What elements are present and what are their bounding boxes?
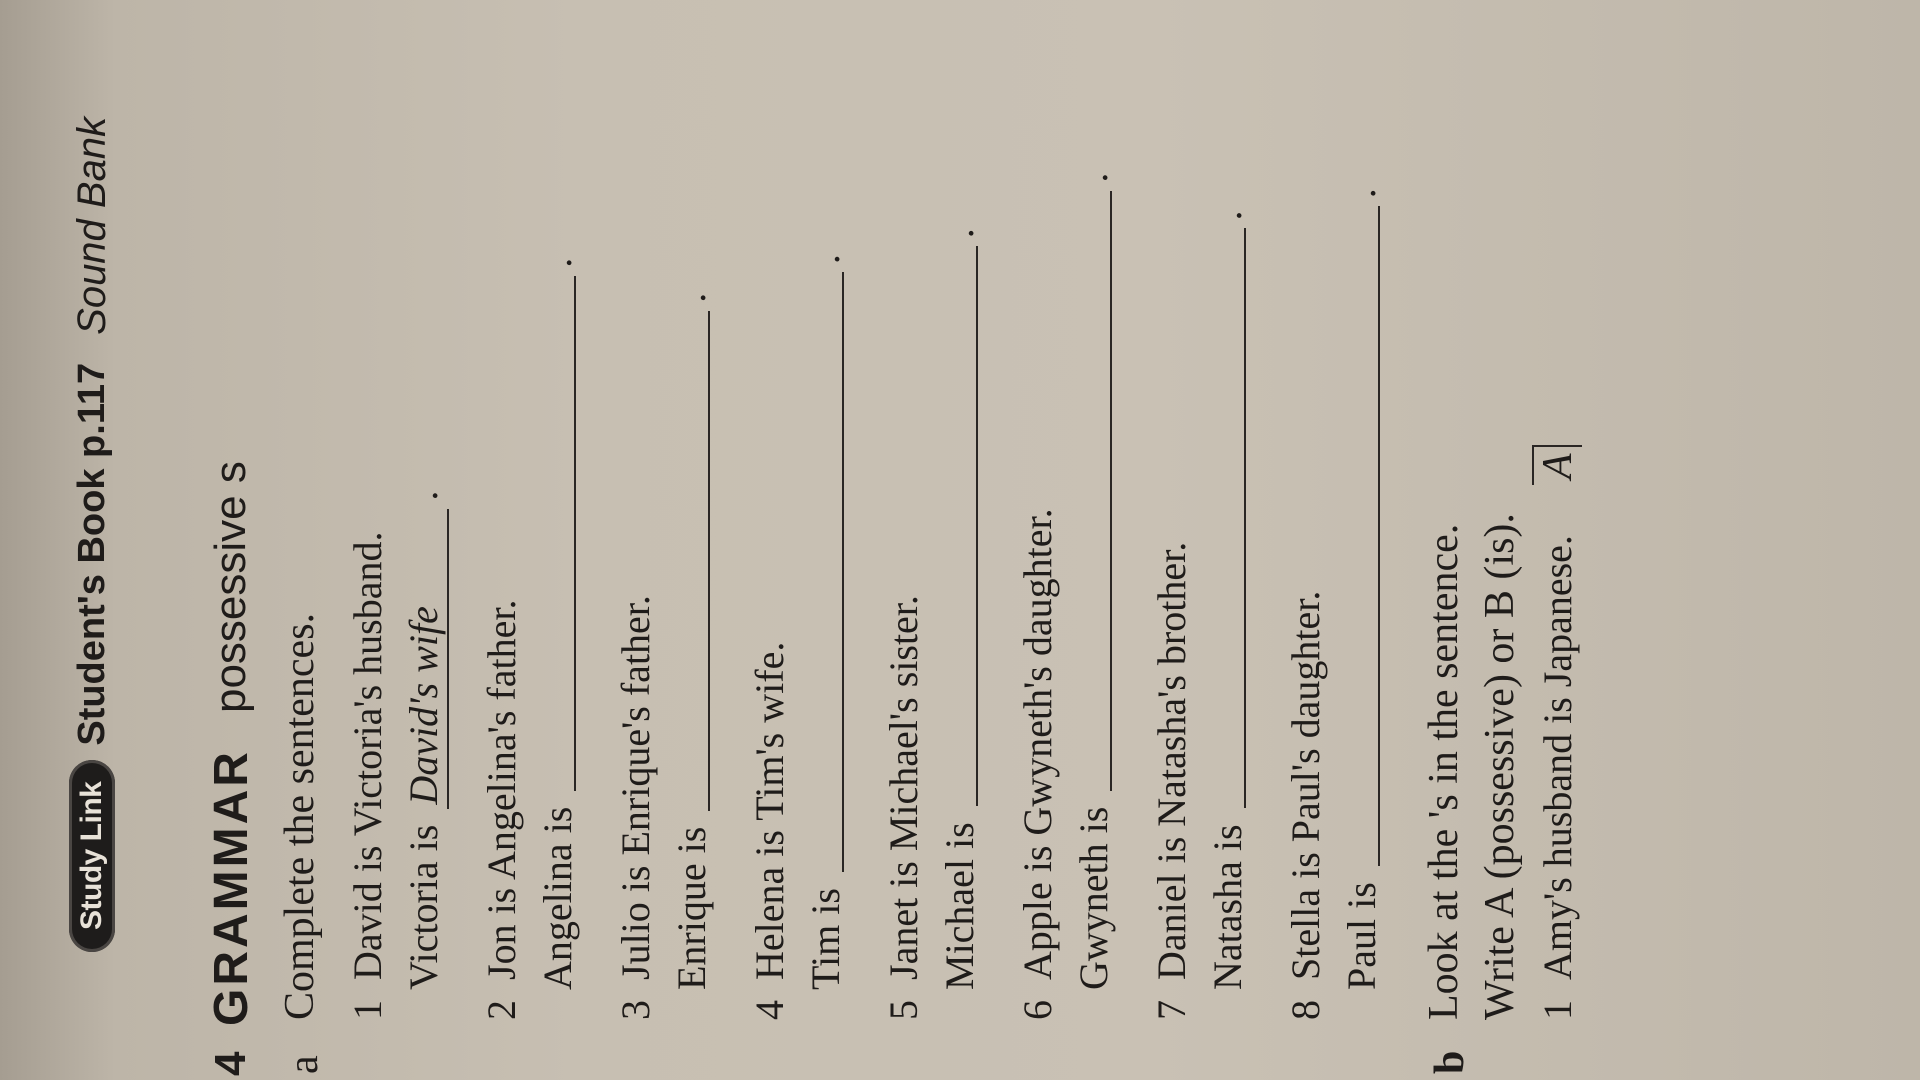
- item-prompt: Tim is: [803, 888, 848, 990]
- item-statement: Stella is Paul's daughter.: [1283, 590, 1328, 980]
- sound-bank-label: Sound Bank: [69, 116, 114, 335]
- part-a-instruction: Complete the sentences.: [277, 612, 323, 1020]
- section-heading: [200, 461, 262, 1076]
- item-prompt: Paul is: [1339, 882, 1384, 990]
- item-prompt: Angelina is: [535, 806, 580, 990]
- item-statement: Julio is Enrique's father.: [613, 595, 658, 980]
- part-b-instruction-2: Write A (possessive) or B (is).: [1477, 513, 1523, 1020]
- list-item-statement: [1014, 508, 1061, 1020]
- filled-answer: [1339, 858, 1384, 866]
- list-item-answer-line: Natasha is .: [1205, 210, 1250, 990]
- item-number: 1: [1535, 1000, 1580, 1020]
- filled-answer: [1071, 783, 1116, 791]
- item-statement: Daniel is Natasha's brother.: [1149, 541, 1194, 980]
- part-a-letter: a: [281, 1055, 327, 1074]
- list-item-answer-line: Victoria is David's wife.: [400, 491, 449, 990]
- item-statement: Jon is Angelina's father.: [479, 599, 524, 980]
- item-number: 5: [881, 1000, 926, 1020]
- item-number: 8: [1283, 1000, 1328, 1020]
- answer-blank[interactable]: [1070, 191, 1112, 791]
- list-item-statement: [1148, 542, 1195, 1020]
- list-item-answer-line: Paul is .: [1339, 188, 1384, 990]
- answer-blank[interactable]: [400, 509, 449, 809]
- list-item-answer-line: Tim is .: [803, 254, 848, 990]
- section-title: GRAMMAR: [204, 749, 258, 1026]
- filled-answer: [937, 798, 982, 806]
- students-book-reference: Student's Book p.117: [70, 362, 113, 746]
- list-item-statement: [344, 532, 391, 1020]
- item-statement: Amy's husband is Japanese.: [1535, 535, 1580, 980]
- item-number: 7: [1149, 1000, 1194, 1020]
- filled-answer: [803, 864, 848, 872]
- item-statement: Apple is Gwyneth's daughter.: [1015, 508, 1060, 980]
- item-number: 4: [747, 1000, 792, 1020]
- list-item-statement: [880, 595, 927, 1020]
- part-b-letter: b: [1427, 1050, 1473, 1074]
- answer-blank[interactable]: [534, 276, 576, 791]
- list-item-statement: [478, 600, 525, 1021]
- part-b-instruction-1: Look at the 's in the sentence.: [1421, 523, 1467, 1020]
- item-number: 3: [613, 1000, 658, 1020]
- filled-answer: [669, 803, 714, 811]
- answer-blank[interactable]: [802, 272, 844, 872]
- answer-blank[interactable]: [1338, 206, 1380, 866]
- item-prompt: Michael is: [937, 822, 982, 990]
- answer-blank[interactable]: [668, 311, 710, 811]
- filled-answer: [1205, 800, 1250, 808]
- item-prompt: Victoria is: [401, 824, 446, 990]
- list-item-answer-line: Michael is .: [937, 228, 982, 990]
- item-prompt: Gwyneth is: [1071, 806, 1116, 990]
- item-statement: Helena is Tim's wife.: [747, 641, 792, 980]
- answer-box[interactable]: A: [1532, 445, 1582, 485]
- item-number: 2: [479, 1000, 524, 1020]
- answer-blank[interactable]: [1204, 228, 1246, 808]
- section-number: 4: [206, 1051, 255, 1076]
- item-statement: David is Victoria's husband.: [345, 531, 390, 980]
- item-number: 1: [345, 1000, 390, 1020]
- section-topic: possessive s: [206, 461, 255, 714]
- list-item-statement: [612, 595, 659, 1020]
- study-link-badge: Study Link: [69, 760, 115, 952]
- list-item-statement: [746, 642, 793, 1020]
- list-item-answer-line: Gwyneth is .: [1071, 172, 1116, 990]
- item-prompt: Enrique is: [669, 826, 714, 990]
- list-item-statement: [1282, 591, 1329, 1020]
- filled-answer: [535, 783, 580, 791]
- list-item-answer-line: Angelina is .: [535, 257, 580, 990]
- item-prompt: Natasha is: [1205, 824, 1250, 990]
- item-statement: Janet is Michael's sister.: [881, 595, 926, 980]
- part-b-example: [1532, 445, 1582, 1020]
- answer-blank[interactable]: [936, 246, 978, 806]
- list-item-answer-line: Enrique is .: [669, 292, 714, 990]
- filled-answer: David's wife: [401, 606, 446, 805]
- header: [62, 117, 122, 952]
- item-number: 6: [1015, 1000, 1060, 1020]
